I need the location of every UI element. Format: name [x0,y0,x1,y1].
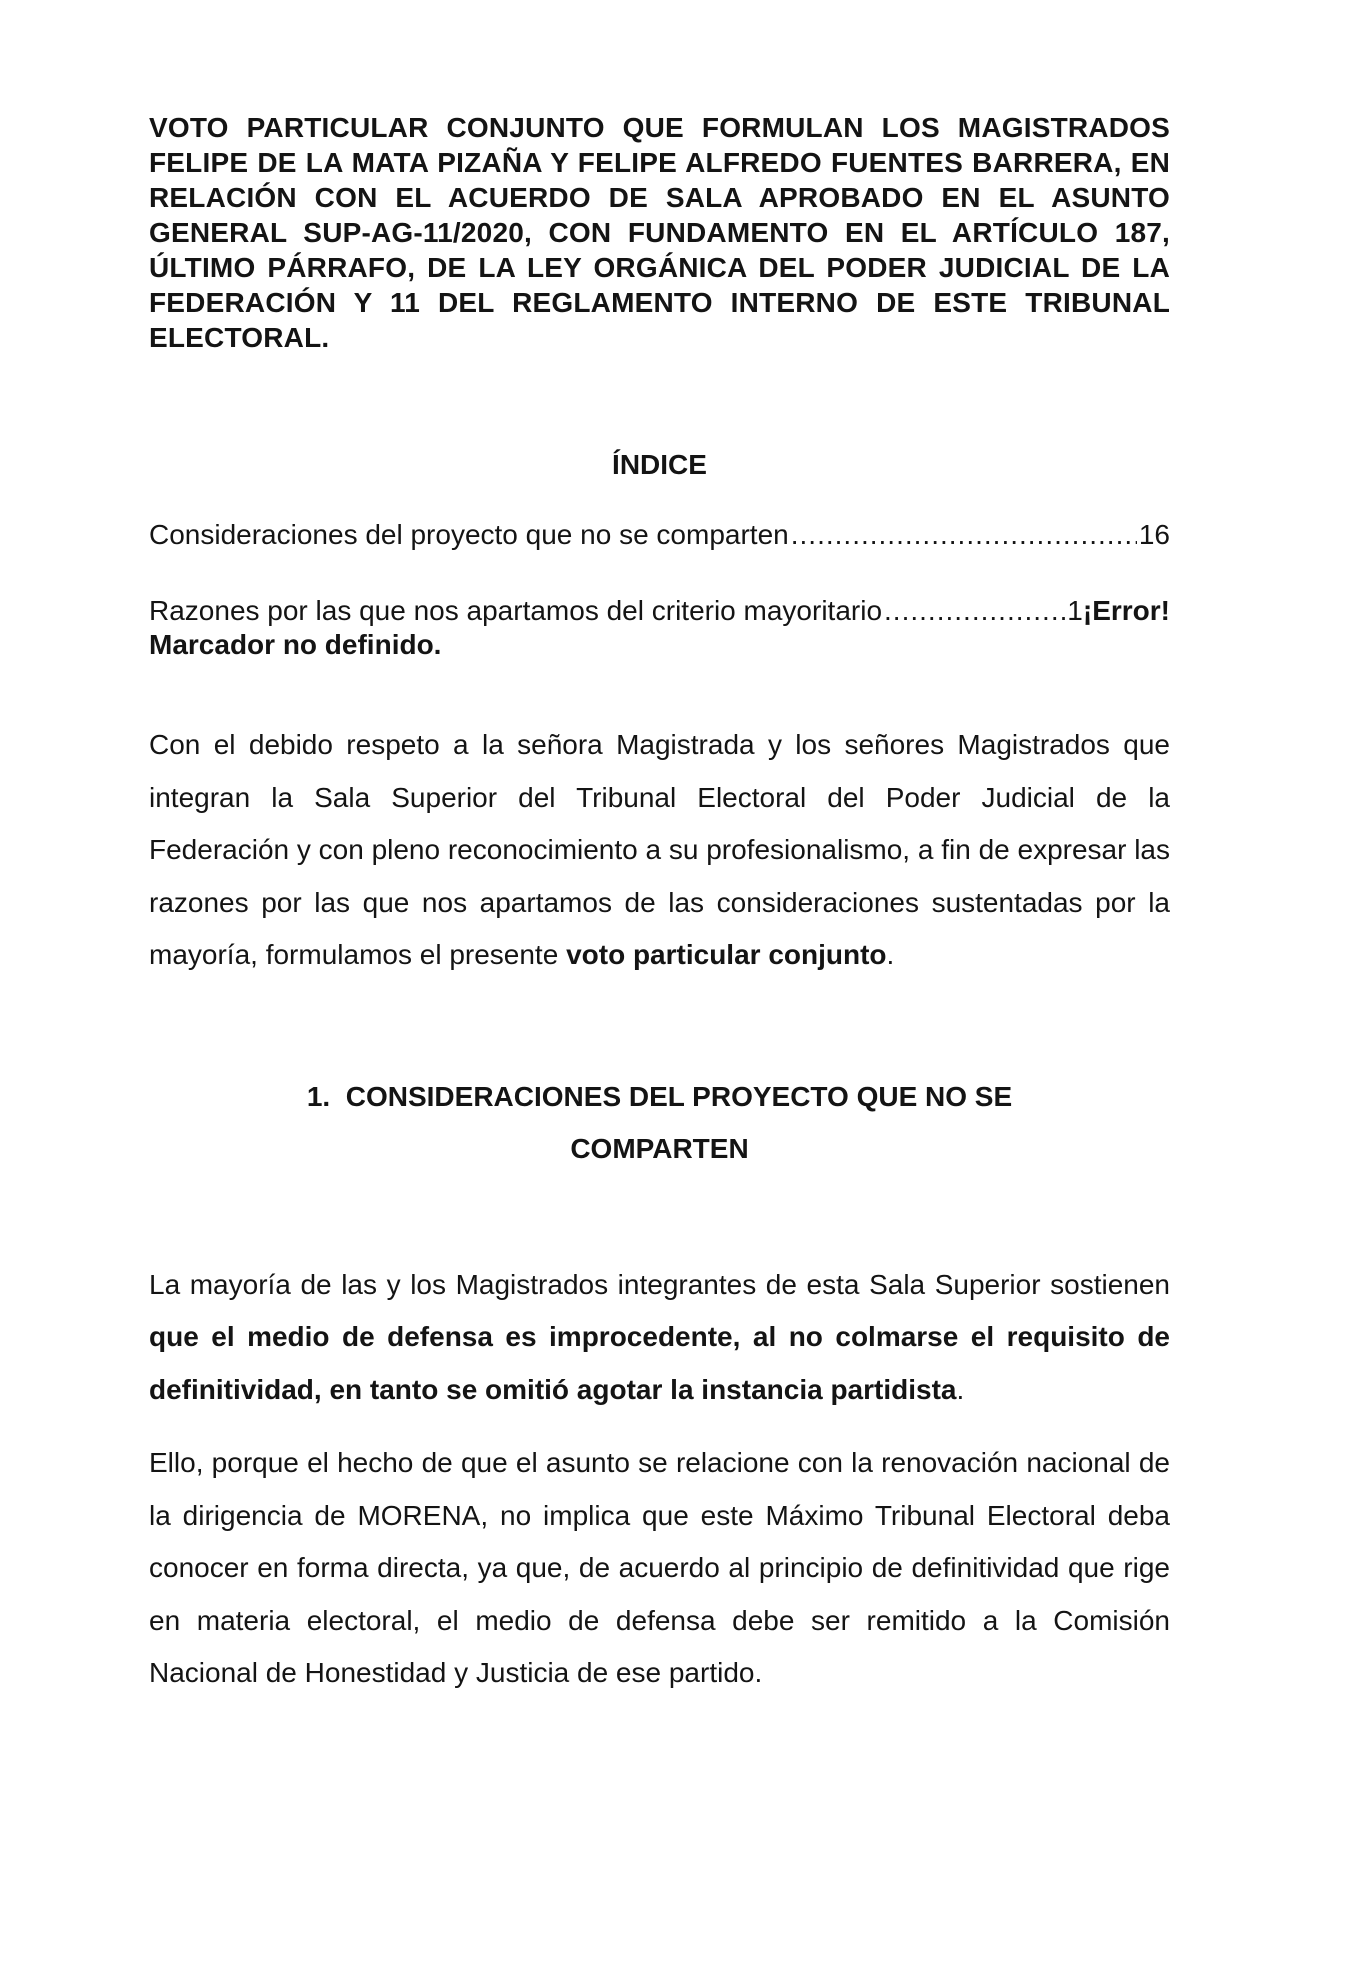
section-1-heading-line1 [149,1071,1170,1123]
majority-text: La mayoría de las y los Magistrados integrantes de esta Sala Superior sostienen [149,1268,1170,1300]
section-1-title-line1: CONSIDERACIONES DEL PROYECTO QUE NO SE [345,1080,1013,1112]
intro-paragraph [149,719,1170,982]
intro-text: Con el debido respeto a la señora Magistrada y los señores Magistrados que integran la Sala Superior del Tribunal Electoral del Poder Judicial de la Federación y con pleno reconocimiento a su profesionalismo, a fin de expresar las razones por las que nos apartamos de las consideraciones sustentadas por la mayoría, formulamos el presente [149,729,1171,970]
section-1-title-line2: COMPARTEN [570,1132,749,1164]
toc-row [149,518,1170,552]
majority-paragraph [149,1259,1170,1417]
toc-error-text: ¡Error! [1082,595,1170,626]
intro-bold-text: voto particular conjunto [566,939,887,970]
toc-error-text-continued: Marcador no definido. [149,629,442,660]
section-1-heading [149,1071,1170,1175]
toc-entry-page: 1 [1067,595,1083,626]
toc-leader-dots [884,594,1065,628]
index-title: ÍNDICE [612,449,707,480]
toc-row [149,594,1170,628]
toc-entry-label: Razones por las que nos apartamos del criterio mayoritario [149,595,883,626]
toc-entry[interactable] [149,594,1170,662]
document-heading: VOTO PARTICULAR CONJUNTO QUE FORMULAN LOS MAGISTRADOS FELIPE DE LA MATA PIZAÑA Y FELIPE ALFREDO FUENTES BARRERA, EN RELACIÓN CON EL ACUERDO DE SALA APROBADO EN EL ASUNTO GENERAL SUP-AG-11/2020, CON FUNDAMENTO EN EL ARTÍCULO 187, ÚLTIMO PÁRRAFO, DE LA LEY ORGÁNICA DEL PODER JUDICIAL DE LA FEDERACIÓN Y 11 DEL REGLAMENTO INTERNO DE ESTE TRIBUNAL ELECTORAL. [149,112,1170,353]
section-1-number: 1. [306,1080,331,1112]
intro-end: . [886,939,895,970]
toc-entry-label: Consideraciones del proyecto que no se comparten [149,519,789,550]
ello-paragraph: Ello, porque el hecho de que el asunto se relacione con la renovación nacional de la dirigencia de MORENA, no implica que este Máximo Tribunal Electoral deba conocer en forma directa, ya que, de acuerdo al principio de definitividad que rige en materia electoral, el medio de defensa debe ser remitido a la Comisión Nacional de Honestidad y Justicia de ese partido. [149,1447,1170,1688]
majority-bold-text: que el medio de defensa es improcedente, al no colmarse el requisito de definitividad, en tanto se omitió agotar la instancia partidista [149,1321,1170,1405]
majority-end: . [956,1373,965,1405]
toc-entry-page: 16 [1138,519,1170,550]
toc-entry[interactable] [149,518,1170,552]
toc-leader-dots [791,518,1137,552]
